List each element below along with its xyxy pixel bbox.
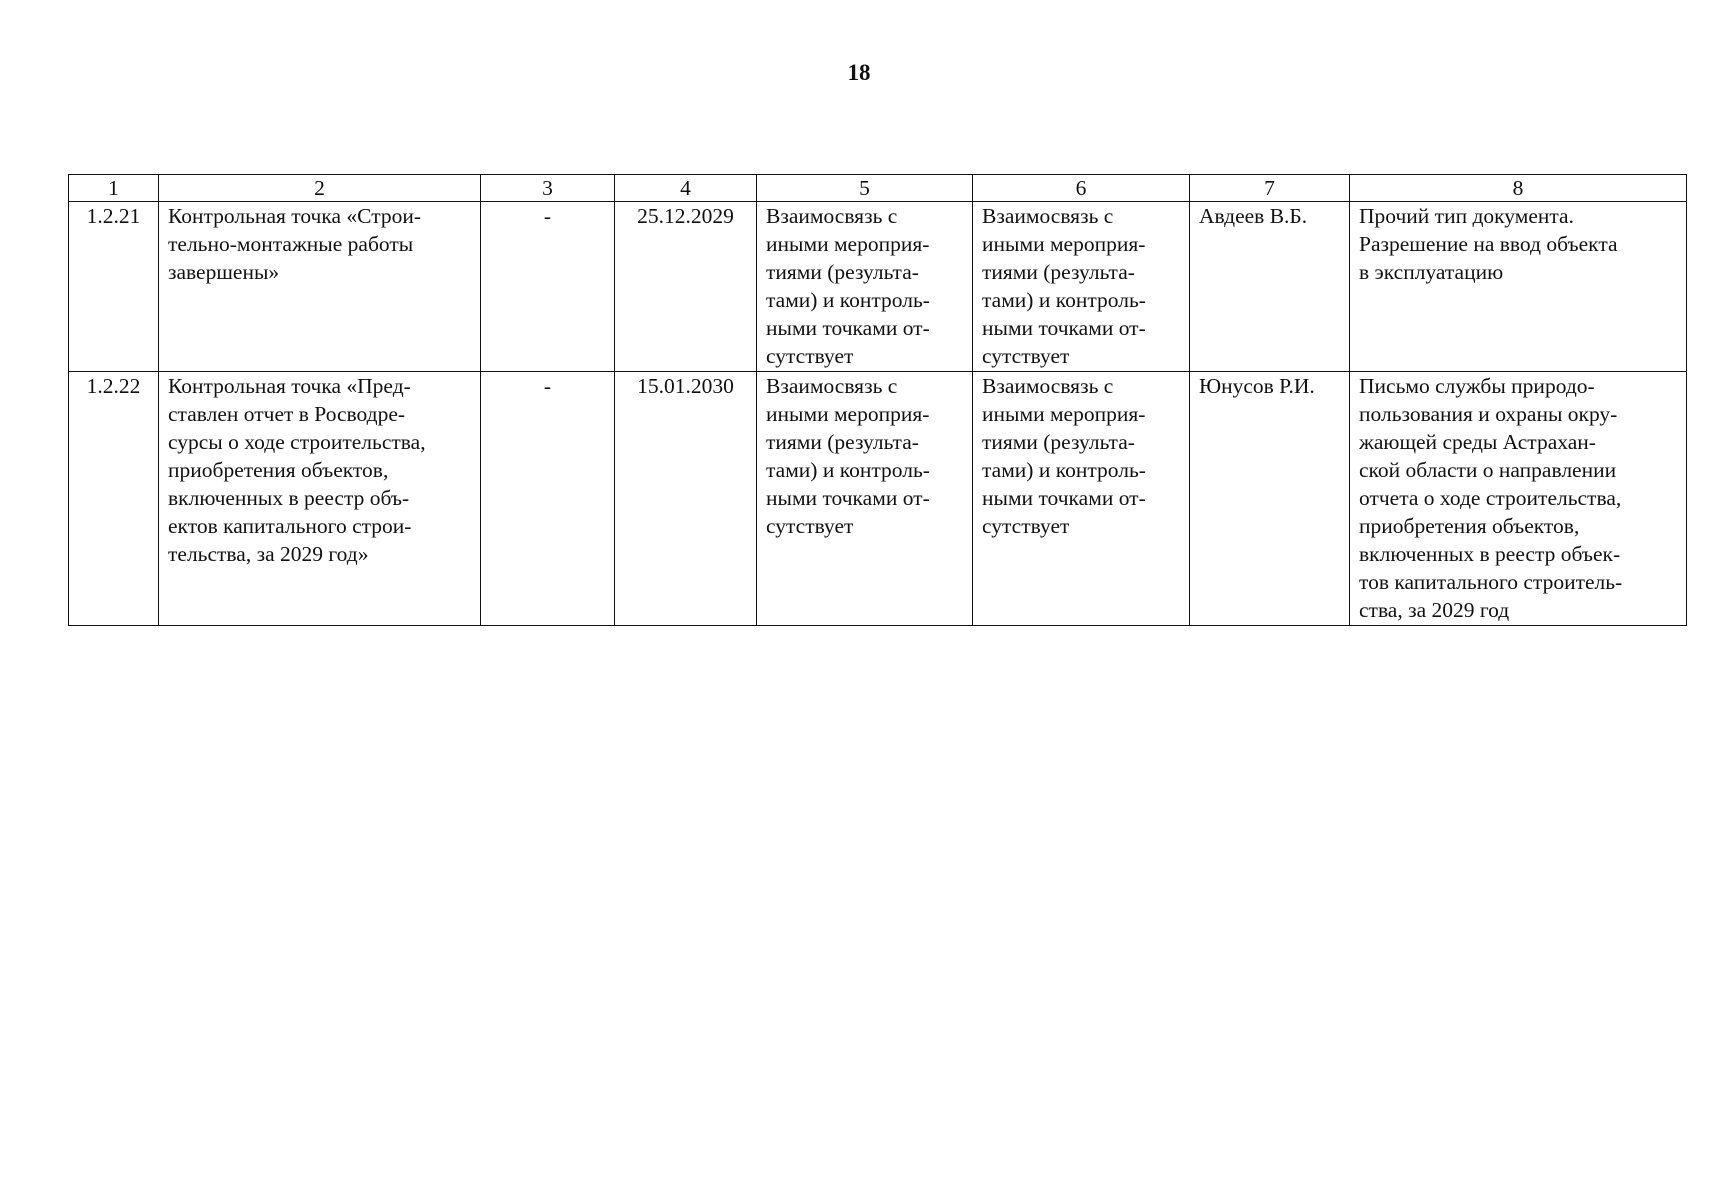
header-cell-1: 1 [69, 175, 159, 202]
header-cell-3: 3 [481, 175, 615, 202]
header-cell-8: 8 [1350, 175, 1687, 202]
data-table [68, 174, 1687, 626]
relation-results-cell: Взаимосвязь с иными мероприя- тиями (результа- тами) и контроль- ными точками от- сутствует [973, 372, 1190, 626]
milestone-name-cell: Контрольная точка «Пред- ставлен отчет в Росводре- сурсы о ходе строительства, приобретения объектов, включенных в реестр объ- ектов капитального строи- тельства, за 2029 год» [159, 372, 481, 626]
header-cell-7: 7 [1190, 175, 1350, 202]
document-type-cell: Прочий тип документа. Разрешение на ввод объекта в эксплуатацию [1350, 202, 1687, 372]
responsible-cell: Юнусов Р.И. [1190, 372, 1350, 626]
page-number: 18 [847, 60, 871, 85]
relation-activities-cell: Взаимосвязь с иными мероприя- тиями (результа- тами) и контроль- ными точками от- сутствует [757, 372, 973, 626]
table-row [69, 372, 1687, 626]
header-cell-5: 5 [757, 175, 973, 202]
table-row [69, 202, 1687, 372]
document-type-cell: Письмо службы природо- пользования и охраны окру- жающей среды Астрахан- ской области о направлении отчета о ходе строительства, приобретения объектов, включенных в реестр объек- тов капитального строитель- ства, за 2029 год [1350, 372, 1687, 626]
col3-cell: - [481, 202, 615, 372]
header-cell-6: 6 [973, 175, 1190, 202]
row-number-cell: 1.2.22 [69, 372, 159, 626]
date-cell: 25.12.2029 [615, 202, 757, 372]
responsible-cell: Авдеев В.Б. [1190, 202, 1350, 372]
col3-cell: - [481, 372, 615, 626]
date-cell: 15.01.2030 [615, 372, 757, 626]
header-row [69, 175, 1687, 202]
header-cell-4: 4 [615, 175, 757, 202]
header-cell-2: 2 [159, 175, 481, 202]
relation-activities-cell: Взаимосвязь с иными мероприя- тиями (результа- тами) и контроль- ными точками от- сутствует [757, 202, 973, 372]
milestone-name-cell: Контрольная точка «Строи- тельно-монтажные работы завершены» [159, 202, 481, 372]
relation-results-cell: Взаимосвязь с иными мероприя- тиями (результа- тами) и контроль- ными точками от- сутствует [973, 202, 1190, 372]
row-number-cell: 1.2.21 [69, 202, 159, 372]
